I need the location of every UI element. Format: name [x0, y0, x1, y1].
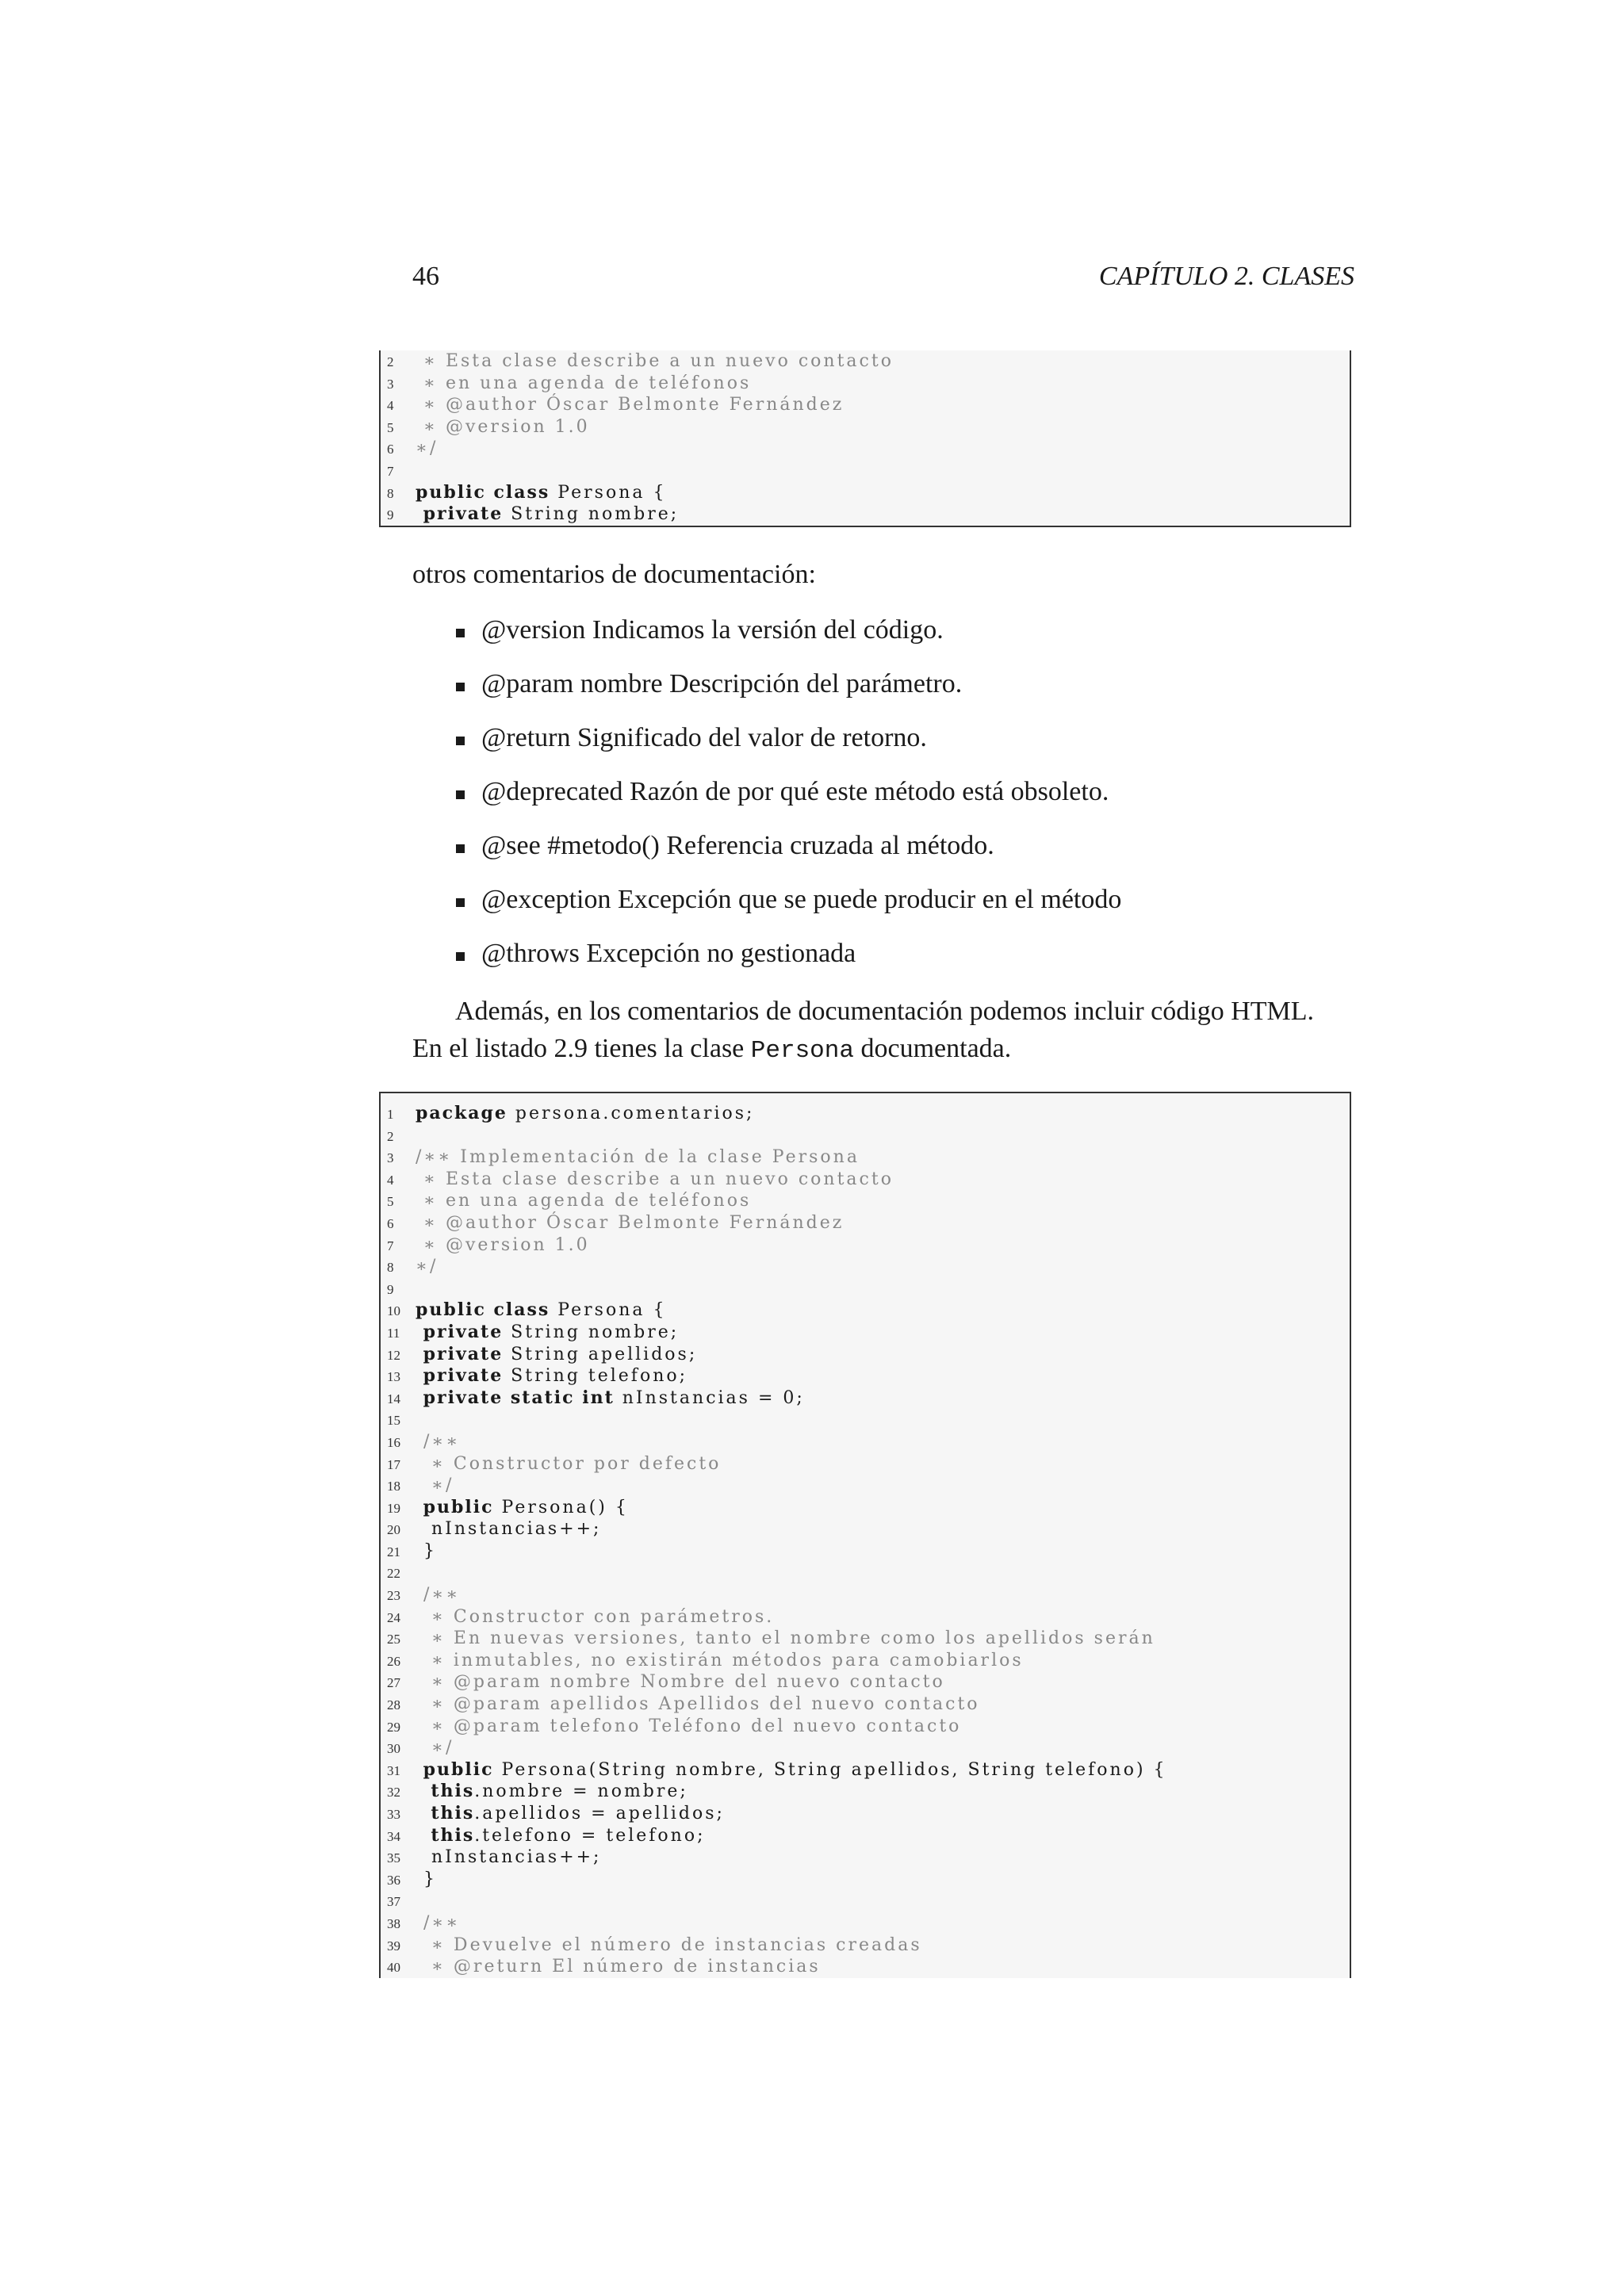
bullet-icon: [456, 737, 465, 745]
list-item: [456, 777, 1121, 831]
line-number: 8: [387, 1260, 394, 1276]
code-line: [387, 1628, 1350, 1650]
code-line: [387, 394, 1350, 416]
code-text: nInstancias++;: [416, 1519, 602, 1540]
code-comment: ∗ @version 1.0: [416, 1234, 590, 1255]
code-line: [387, 1693, 1350, 1716]
line-number: 31: [387, 1762, 400, 1778]
code-comment: ∗ @return El número de instancias: [416, 1957, 821, 1977]
line-number: 40: [387, 1960, 400, 1976]
line-number: 2: [387, 1128, 394, 1144]
code-comment: ∗/: [416, 1257, 439, 1277]
code-line: [387, 1409, 1350, 1431]
line-number: 36: [387, 1872, 400, 1888]
code-keyword: public: [416, 1496, 494, 1517]
code-line: [387, 503, 1350, 526]
chapter-title: CAPÍTULO 2. CLASES: [1098, 262, 1354, 291]
code-comment: ∗ @version 1.0: [416, 416, 590, 437]
line-number: 18: [387, 1479, 400, 1494]
code-line: [387, 416, 1350, 438]
code-comment: /∗∗: [416, 1431, 461, 1452]
line-number: 27: [387, 1675, 400, 1691]
list-item-text: @version Indicamos la versión del código.: [481, 615, 944, 645]
code-comment: ∗ @author Óscar Belmonte Fernández: [416, 1212, 845, 1233]
page-header: [412, 262, 1354, 303]
code-comment: ∗ En nuevas versiones, tanto el nombre como los apellidos serán: [416, 1628, 1155, 1649]
line-number: 21: [387, 1544, 400, 1559]
list-item-text: @see #metodo() Referencia cruzada al método.: [481, 831, 994, 860]
line-number: 7: [387, 463, 394, 479]
line-number: 24: [387, 1609, 400, 1625]
line-number: 3: [387, 376, 394, 392]
list-item-text: @exception Excepción que se puede producir en el método: [481, 885, 1122, 914]
code-line: [387, 1716, 1350, 1738]
line-number: 34: [387, 1828, 400, 1844]
bullet-icon: [456, 844, 465, 853]
line-number: 19: [387, 1500, 400, 1516]
line-number: 30: [387, 1741, 400, 1757]
line-number: 29: [387, 1719, 400, 1735]
line-number: 22: [387, 1566, 400, 1582]
code-text: .apellidos = apellidos;: [474, 1804, 725, 1823]
code-keyword: private static int: [416, 1387, 615, 1408]
code-text: }: [416, 1869, 437, 1889]
line-number: 25: [387, 1632, 400, 1647]
code-text: String nombre;: [503, 1322, 680, 1342]
code-line: [387, 1781, 1350, 1803]
list-item-text: @deprecated Razón de por qué este método está obsoleto.: [481, 777, 1109, 806]
code-comment: ∗ inmutables, no existirán métodos para camobiarlos: [416, 1650, 1024, 1670]
code-comment: ∗/: [416, 1475, 454, 1496]
code-keyword: package: [416, 1103, 508, 1123]
code-text: persona.comentarios;: [507, 1104, 755, 1123]
paragraph-text: En el listado 2.9 tienes la clase: [412, 1034, 751, 1063]
code-line: [387, 1540, 1350, 1563]
line-number: 12: [387, 1347, 400, 1363]
line-number: 28: [387, 1697, 400, 1713]
code-line: [387, 1212, 1350, 1234]
code-keyword: public class: [416, 481, 550, 503]
code-line: [387, 1497, 1350, 1519]
code-text: Persona {: [550, 482, 667, 503]
code-line: [387, 1562, 1350, 1584]
line-number: 33: [387, 1807, 400, 1822]
code-comment: ∗ @param apellidos Apellidos del nuevo contacto: [416, 1694, 980, 1715]
paragraph-line-2: [412, 1030, 1368, 1070]
bullet-icon: [456, 629, 465, 637]
line-number: 11: [387, 1325, 400, 1341]
code-line: [387, 1431, 1350, 1453]
code-line: [387, 482, 1350, 504]
code-line: [387, 1890, 1350, 1912]
code-line: [387, 1299, 1350, 1322]
code-line: [387, 1387, 1350, 1410]
code-line: [387, 1103, 1350, 1125]
code-line: [387, 350, 1350, 373]
code-line: [387, 1846, 1350, 1869]
list-item-text: @param nombre Descripción del parámetro.: [481, 669, 963, 698]
code-comment: /∗∗ Implementación de la clase Persona: [416, 1147, 860, 1168]
code-comment: ∗ en una agenda de teléfonos: [416, 373, 752, 393]
line-number: 6: [387, 442, 394, 457]
code-comment: ∗ @param nombre Nombre del nuevo contacto: [416, 1672, 945, 1693]
code-line: [387, 1125, 1350, 1147]
code-text: }: [416, 1540, 437, 1561]
code-comment: ∗ Constructor con parámetros.: [416, 1606, 775, 1627]
code-comment: ∗/: [416, 1738, 454, 1758]
code-keyword: public class: [416, 1299, 550, 1321]
code-comment: /∗∗: [416, 1585, 461, 1605]
code-line: [387, 1737, 1350, 1759]
line-number: 1: [387, 1107, 394, 1122]
code-comment: ∗ @author Óscar Belmonte Fernández: [416, 395, 845, 415]
code-line: [387, 1650, 1350, 1672]
list-item: [456, 723, 1121, 777]
code-text: Persona(String nombre, String apellidos, String telefono) {: [493, 1759, 1167, 1780]
line-number: 8: [387, 485, 394, 501]
line-number: 14: [387, 1391, 400, 1406]
code-comment: ∗ en una agenda de teléfonos: [416, 1191, 752, 1211]
code-line: [387, 1934, 1350, 1957]
code-keyword: this: [416, 1803, 475, 1823]
code-line: [387, 1190, 1350, 1212]
code-line: [387, 1365, 1350, 1387]
line-number: 23: [387, 1588, 400, 1604]
code-line: [387, 460, 1350, 482]
code-line: [387, 1146, 1350, 1169]
code-line: [387, 1344, 1350, 1366]
code-listing-persona: [379, 1092, 1351, 1978]
code-line: [387, 1956, 1350, 1978]
javadoc-tag-list: [456, 615, 1121, 993]
code-keyword: public: [416, 1758, 494, 1780]
code-text: nInstancias = 0;: [614, 1387, 805, 1408]
code-comment: ∗ Esta clase describe a un nuevo contacto: [416, 351, 894, 371]
code-comment: ∗/: [416, 438, 439, 459]
line-number: 5: [387, 1194, 394, 1210]
code-keyword: private: [416, 1321, 504, 1342]
code-text: String telefono;: [503, 1366, 688, 1387]
code-line: [387, 1475, 1350, 1497]
bullet-icon: [456, 952, 465, 961]
code-line: [387, 1912, 1350, 1934]
code-line: [387, 1234, 1350, 1257]
code-keyword: private: [416, 503, 504, 525]
code-line: [387, 438, 1350, 460]
bullet-icon: [456, 683, 465, 691]
line-number: 26: [387, 1653, 400, 1669]
code-text: String nombre;: [503, 504, 680, 525]
code-line: [387, 1606, 1350, 1628]
list-item: [456, 669, 1121, 723]
code-comment: ∗ Esta clase describe a un nuevo contacto: [416, 1169, 894, 1189]
list-item-text: @throws Excepción no gestionada: [481, 939, 856, 968]
line-number: 17: [387, 1456, 400, 1472]
line-number: 32: [387, 1785, 400, 1800]
code-line: [387, 1825, 1350, 1847]
line-number: 7: [387, 1238, 394, 1253]
code-text: Persona {: [550, 1300, 667, 1321]
code-line: [387, 373, 1350, 395]
line-number: 20: [387, 1522, 400, 1538]
code-comment: ∗ Constructor por defecto: [416, 1453, 722, 1474]
code-line: [387, 1803, 1350, 1825]
code-comment: ∗ @param telefono Teléfono del nuevo contacto: [416, 1716, 962, 1736]
list-item: [456, 615, 1121, 669]
code-comment: ∗ Devuelve el número de instancias creadas: [416, 1934, 922, 1955]
code-text: String apellidos;: [503, 1344, 698, 1364]
line-number: 9: [387, 507, 394, 523]
code-line: [387, 1759, 1350, 1781]
list-item: [456, 885, 1121, 939]
code-line: [387, 1671, 1350, 1693]
page-number: 46: [412, 262, 439, 291]
line-number: 3: [387, 1150, 394, 1166]
intro-text: otros comentarios de documentación:: [412, 560, 816, 589]
code-keyword: this: [416, 1781, 475, 1802]
code-line: [387, 1278, 1350, 1300]
code-keyword: private: [416, 1343, 504, 1364]
body-paragraph: [412, 993, 1368, 1070]
code-listing-continued: [379, 350, 1351, 527]
paragraph-text: documentada.: [854, 1034, 1012, 1063]
code-text: .telefono = telefono;: [474, 1825, 706, 1846]
bullet-icon: [456, 898, 465, 907]
line-number: 39: [387, 1938, 400, 1954]
line-number: 13: [387, 1369, 400, 1385]
list-item: [456, 939, 1121, 993]
code-text: .nombre = nombre;: [474, 1781, 688, 1802]
line-number: 35: [387, 1850, 400, 1866]
code-keyword: private: [416, 1365, 504, 1387]
code-line: [387, 1169, 1350, 1191]
line-number: 4: [387, 398, 394, 414]
line-number: 15: [387, 1413, 400, 1429]
line-number: 38: [387, 1915, 400, 1931]
code-line: [387, 1518, 1350, 1540]
code-text: nInstancias++;: [416, 1847, 602, 1868]
class-name-code: Persona: [750, 1037, 854, 1065]
line-number: 16: [387, 1434, 400, 1450]
line-number: 2: [387, 354, 394, 369]
line-number: 37: [387, 1894, 400, 1910]
line-number: 6: [387, 1215, 394, 1231]
code-line: [387, 1322, 1350, 1344]
code-line: [387, 1256, 1350, 1278]
line-number: 10: [387, 1303, 400, 1319]
code-line: [387, 1453, 1350, 1475]
list-item: [456, 831, 1121, 885]
line-number: 5: [387, 419, 394, 435]
code-text: Persona() {: [493, 1497, 629, 1517]
code-comment: /∗∗: [416, 1912, 461, 1933]
paragraph-line-1: Además, en los comentarios de documentación podemos incluir código HTML.: [455, 997, 1315, 1026]
list-item-text: @return Significado del valor de retorno.: [481, 723, 927, 752]
code-keyword: this: [416, 1824, 475, 1846]
bullet-icon: [456, 790, 465, 799]
code-line: [387, 1584, 1350, 1606]
code-line: [387, 1869, 1350, 1891]
line-number: 9: [387, 1281, 394, 1297]
line-number: 4: [387, 1172, 394, 1188]
